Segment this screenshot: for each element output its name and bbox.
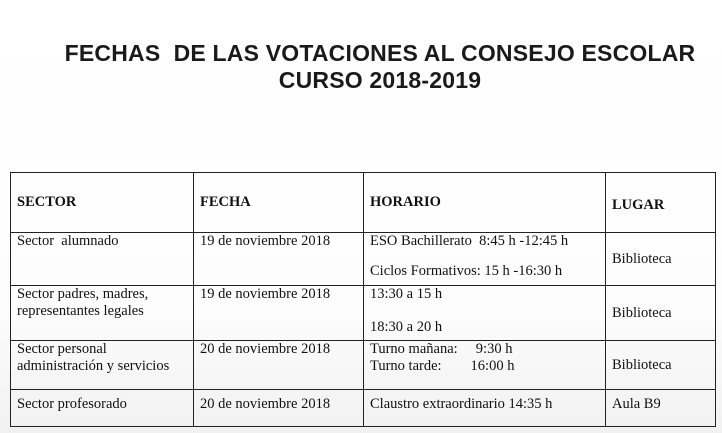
fecha-cell: 19 de noviembre 2018: [194, 286, 364, 341]
lugar-cell: Biblioteca: [606, 233, 716, 286]
table-row: [11, 233, 716, 286]
sector-cell: [11, 286, 194, 341]
header-horario: HORARIO: [364, 173, 606, 233]
lugar-cell: Aula B9: [606, 390, 716, 427]
lugar-cell: Biblioteca: [606, 341, 716, 390]
horario-line: Turno mañana: 9:30 h: [370, 341, 513, 357]
horario-line: Ciclos Formativos: 15 h -16:30 h: [370, 263, 563, 279]
sector-cell: [11, 341, 194, 390]
document-title: FECHAS DE LAS VOTACIONES AL CONSEJO ESCOLAR: [64, 40, 696, 66]
sector-cell: [11, 390, 194, 427]
sector-text: Sector personal: [17, 341, 107, 357]
table-header-row: [11, 173, 716, 233]
header-sector: SECTOR: [11, 173, 194, 233]
sector-text: Sector profesorado: [17, 396, 127, 412]
sector-cell: [11, 233, 194, 286]
horario-line: 18:30 a 20 h: [370, 319, 443, 335]
sector-text: Sector padres, madres,: [17, 286, 149, 302]
document-subtitle: CURSO 2018-2019: [278, 67, 482, 93]
sector-text: Sector alumnado: [17, 233, 119, 249]
horario-line: Turno tarde: 16:00 h: [370, 358, 515, 374]
horario-line: Claustro extraordinario 14:35 h: [370, 396, 553, 412]
fecha-cell: 19 de noviembre 2018: [194, 233, 364, 286]
table-row: [11, 341, 716, 390]
header-fecha: FECHA: [194, 173, 364, 233]
horario-line: ESO Bachillerato 8:45 h -12:45 h: [370, 233, 569, 249]
sector-text: representantes legales: [17, 303, 144, 319]
header-lugar: LUGAR: [606, 173, 716, 233]
lugar-cell: Biblioteca: [606, 286, 716, 341]
votes-table: [10, 172, 716, 427]
horario-cell: [364, 341, 606, 390]
sector-text: administración y servicios: [17, 358, 170, 374]
horario-cell: [364, 390, 606, 427]
horario-cell: [364, 233, 606, 286]
fecha-cell: 20 de noviembre 2018: [194, 341, 364, 390]
fecha-cell: 20 de noviembre 2018: [194, 390, 364, 427]
table-row: [11, 390, 716, 427]
table-row: [11, 286, 716, 341]
horario-cell: [364, 286, 606, 341]
horario-line: 13:30 a 15 h: [370, 286, 443, 302]
